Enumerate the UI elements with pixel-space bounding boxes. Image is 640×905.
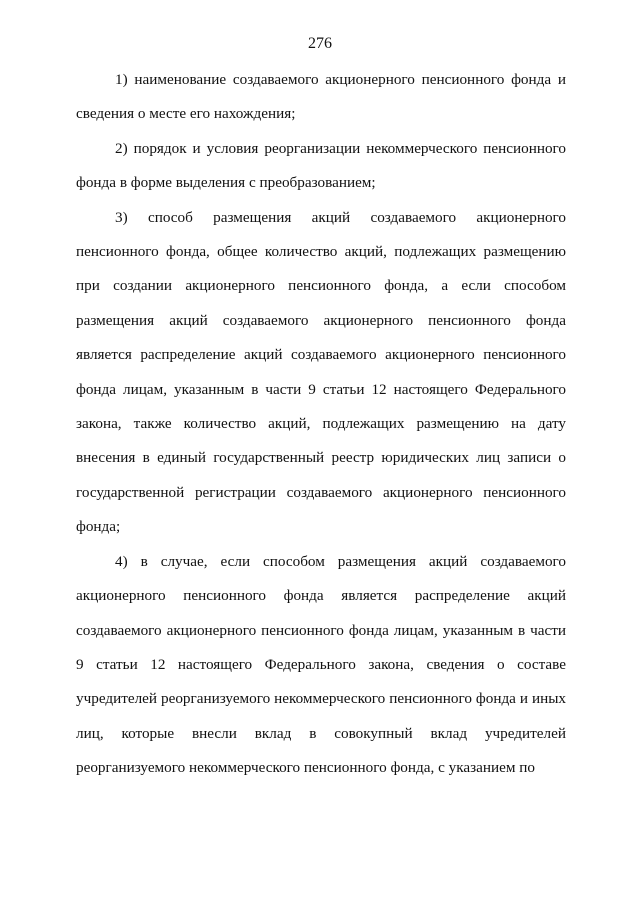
paragraph-item-1: 1) наименование создаваемого акционерного пенсионного фонда и сведения о месте его нахождения; bbox=[76, 71, 566, 123]
page-number: 276 bbox=[308, 35, 332, 52]
document-body bbox=[76, 63, 566, 786]
paragraph-item-4: 4) в случае, если способом размещения акций создаваемого акционерного пенсионного фонда является распределение акций создаваемого акционерного пенсионного фонда лицам, указанным в части 9 статьи 12 настоящего Федерального закона, сведения о составе учредителей реорганизуемого некоммерческого пенсионного фонда и иных лиц, которые внесли вклад в совокупный вклад учредителей реорганизуемого некоммерческого пенсионного фонда, с указанием по bbox=[76, 552, 566, 777]
paragraph-item-3: 3) способ размещения акций создаваемого акционерного пенсионного фонда, общее количество акций, подлежащих размещению при создании акционерного пенсионного фонда, а если способом размещения акций создаваемого акционерного пенсионного фонда является распределение акций создаваемого акционерного пенсионного фонда лицам, указанным в части 9 статьи 12 настоящего Федерального закона, также количество акций, подлежащих размещению на дату внесения в единый государственный реестр юридических лиц записи о государственной регистрации создаваемого акционерного пенсионного фонда; bbox=[76, 208, 566, 536]
paragraph-item-2: 2) порядок и условия реорганизации некоммерческого пенсионного фонда в форме выделения с преобразованием; bbox=[76, 139, 566, 192]
